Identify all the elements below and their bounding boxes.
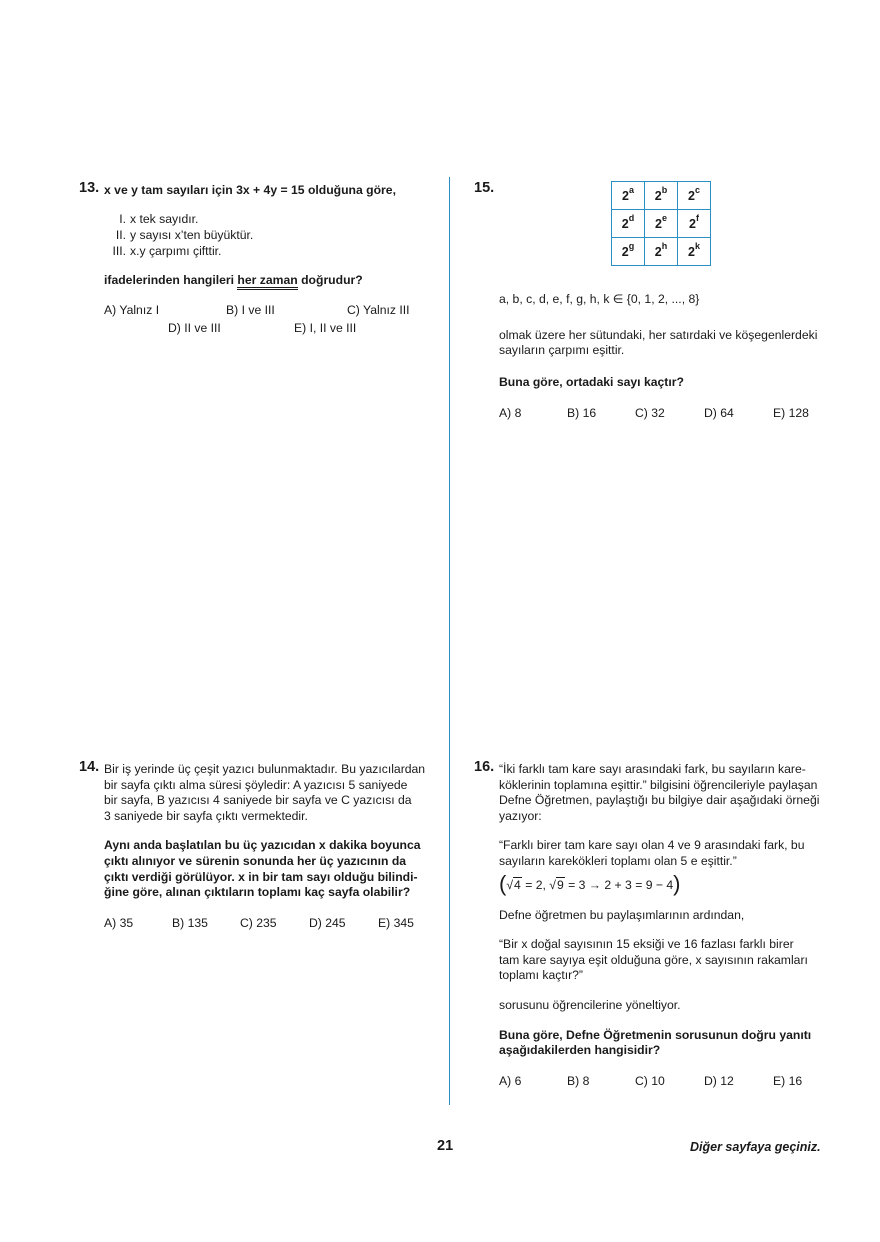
quote-question: “Bir x doğal sayısının 15 eksiği ve 16 fazlası farklı birer tam kare sayıya eşit olduğuna göre, x sayısının rakamları toplamı kaçtır?”	[499, 937, 808, 983]
choices-row	[499, 1074, 819, 1092]
grid-cell: 2e	[645, 210, 678, 238]
choices-row	[499, 406, 839, 424]
statement-list	[108, 212, 396, 260]
choice-c[interactable]: C) 32	[635, 406, 665, 421]
question-number: 13.	[79, 180, 100, 196]
question-15-body	[499, 292, 839, 424]
column-divider	[449, 177, 450, 1105]
choices-row	[104, 916, 425, 934]
choices-row	[104, 321, 396, 339]
grid-cell: 2$^h$	[645, 238, 678, 266]
grid-cell: 2$^a$	[612, 182, 645, 210]
question-number: 16.	[474, 759, 495, 775]
question-text: “İki farklı tam kare sayı arasındaki fark, bu sayıların kare- köklerinin toplamına eşittir.” bilgisini öğrencileriyle paylaşan Defne Öğretmen, paylaştığı bu bilgiye dair aşağıdaki örneği yazıyor:	[499, 762, 820, 823]
choice-d[interactable]: D) 64	[704, 406, 734, 421]
choice-b[interactable]: B) 8	[567, 1073, 590, 1088]
question-prompt: Aynı anda başlatılan bu üç yazıcıdan x dakika boyunca çıktı alınıyor ve sürenin sonunda her üç yazıcının da çıktı verdiği görülüyor. x in bir tam sayı olduğu bilindi- ğine göre, alınan çıktıların toplamı kaç sayfa olabilir?	[104, 838, 421, 900]
choice-d[interactable]: D) II ve III	[168, 321, 221, 336]
choice-a[interactable]: A) Yalnız I	[104, 303, 160, 318]
choice-e[interactable]: E) 128	[773, 406, 809, 421]
statement-item: III. x.y çarpımı çifttir.	[112, 243, 222, 258]
set-definition: a, b, c, d, e, f, g, h, k ∈ {0, 1, 2, ..., 8}	[499, 292, 700, 306]
choice-e[interactable]: E) 16	[773, 1073, 803, 1088]
question-prompt: Buna göre, Defne Öğretmenin sorusunun doğru yanıtı aşağıdakilerden hangisidir?	[499, 1027, 812, 1058]
choice-c[interactable]: C) Yalnız III	[347, 303, 410, 318]
choice-a[interactable]: A) 35	[104, 915, 134, 930]
choice-c[interactable]: C) 10	[635, 1073, 665, 1088]
formula-line: (√4 = 2, √9 = 3 → 2 + 3 = 9 − 4)	[499, 870, 681, 896]
choice-c[interactable]: C) 235	[240, 915, 277, 930]
choice-d[interactable]: D) 245	[309, 915, 346, 930]
choice-e[interactable]: E) I, II ve III	[294, 321, 357, 336]
question-text: olmak üzere her sütundaki, her satırdaki ve köşegenlerdeki sayıların çarpımı eşittir.	[499, 327, 818, 358]
question-stem: x ve y tam sayıları için 3x + 4y = 15 olduğuna göre,	[104, 183, 396, 197]
question-prompt: ifadelerinden hangileri her zaman doğrudur?	[104, 273, 396, 289]
question-prompt: Buna göre, ortadaki sayı kaçtır?	[499, 374, 684, 389]
choices-row	[104, 303, 410, 321]
choice-a[interactable]: A) 6	[499, 1073, 522, 1088]
quote-example: “Farklı birer tam kare sayı olan 4 ve 9 arasındaki fark, bu sayıların karekökleri toplamı olan 5 e eşittir.”	[499, 838, 805, 868]
grid-cell: 2$^f$	[678, 210, 711, 238]
grid-cell: 2$^c$	[678, 182, 711, 210]
question-number: 14.	[79, 759, 100, 775]
grid-cell: 2$^d$	[612, 210, 645, 238]
question-text: Bir iş yerinde üç çeşit yazıcı bulunmaktadır. Bu yazıcılardan bir sayfa çıktı alma süresi şöyledir: A yazıcısı 5 saniyede bir sayfa, B yazıcısı 4 saniyede bir sayfa ve C yazıcısı da 3 saniyede bir sayfa çıktı vermektedir.	[104, 762, 426, 823]
choice-b[interactable]: B) 135	[172, 915, 208, 930]
statement-item: I. x tek sayıdır.	[119, 211, 199, 226]
choice-e[interactable]: E) 345	[378, 915, 414, 930]
sqrt-symbol: √9	[549, 877, 564, 892]
grid-cell: 2$^k$	[678, 238, 711, 266]
choice-a[interactable]: A) 8	[499, 406, 522, 421]
magic-square-grid	[611, 181, 711, 266]
page-number: 21	[437, 1138, 454, 1154]
statement-item: II. y sayısı x’ten büyüktür.	[115, 227, 254, 242]
sqrt-symbol: √4	[506, 877, 521, 892]
choice-b[interactable]: B) I ve III	[226, 303, 275, 318]
question-number: 15.	[474, 180, 495, 196]
question-text: Defne öğretmen bu paylaşımlarının ardından,	[499, 907, 745, 922]
choice-d[interactable]: D) 12	[704, 1073, 734, 1088]
question-text: sorusunu öğrencilerine yöneltiyor.	[499, 997, 681, 1012]
grid-cell: 2$^g$	[612, 238, 645, 266]
next-page-note: Diğer sayfaya geçiniz.	[690, 1140, 821, 1154]
choice-b[interactable]: B) 16	[567, 406, 597, 421]
grid-cell: 2$^b$	[645, 182, 678, 210]
